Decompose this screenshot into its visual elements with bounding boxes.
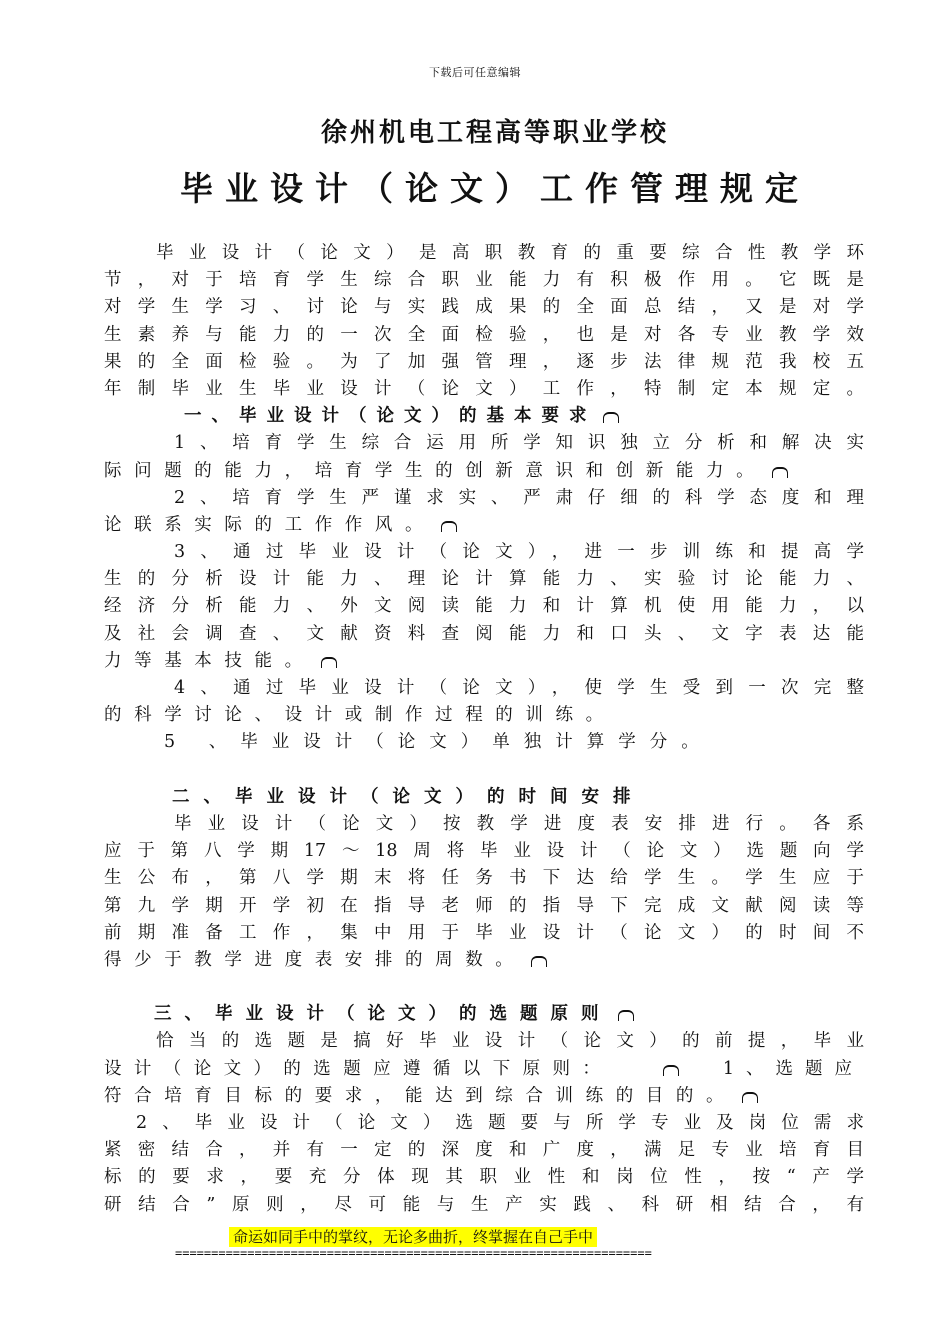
paragraph-mark-icon [742,1092,758,1103]
paragraph-mark-icon [603,412,619,423]
list-item-text: 力等基本技能。 [104,650,315,671]
paragraph-mark-icon [618,1010,634,1021]
paragraph-line: 应于第八学期17～18周将毕业设计（论文）选题向学 [104,841,864,862]
list-item-line: 5 、毕业设计（论文）单独计算学分。 [164,732,713,753]
paragraph-line [104,1056,864,1083]
paragraph-line: 2、毕业设计（论文）选题要与所学专业及岗位需求 [136,1113,864,1133]
paragraph-line: 研结合”原则，尽可能与生产实践、科研相结合，有 [104,1194,864,1215]
list-item-line: 经济分析能力、外文阅读能力和计算机使用能力，以 [104,596,864,617]
paragraph-line [104,947,864,974]
list-item-line [104,458,864,485]
section-heading [104,1001,864,1028]
spacer [104,757,864,784]
list-item-text: 际问题的能力，培育学生的创新意识和创新能力。 [104,460,767,481]
footer-divider: ================================================================== [175,1246,652,1260]
paragraph-mark-icon [772,467,788,478]
list-item-line: 2、培育学生严谨求实、严肃仔细的科学态度和理 [174,487,864,508]
paragraph-line: 生公布，第八学期末将任务书下达给学生。学生应于 [104,868,864,889]
list-item-line: 1、培育学生综合运用所学知识独立分析和解决实 [174,433,864,454]
list-item-line: 3、通过毕业设计（论文），进一步训练和提高学 [174,542,864,563]
paragraph-text: 1、选题应 [722,1058,864,1079]
intro-line: 年制毕业生毕业设计（论文）工作，特制定本规定。 [104,378,864,399]
document-body [104,240,864,1219]
list-item-line: 的科学讨论、设计或制作过程的训练。 [104,705,616,726]
list-item-line [104,512,864,539]
document-title: 毕业设计（论文）工作管理规定 [180,169,810,208]
intro-line: 生素养与能力的一次全面检验，也是对各专业教学效 [104,324,864,345]
intro-line: 果的全面检验。为了加强管理，逐步法律规范我校五 [104,351,864,372]
section2-heading: 二、毕业设计（论文）的时间安排 [172,786,645,807]
list-item-line [104,648,864,675]
paragraph-line: 紧密结合，并有一定的深度和广度，满足专业培育目 [104,1140,864,1161]
section-heading [104,403,864,430]
intro-line: 对学生学习、讨论与实践成果的全面总结，又是对学 [104,297,864,318]
header-note: 下载后可任意编辑 [429,66,521,79]
list-item-line: 生的分析设计能力、理论计算能力、实验讨论能力、 [104,569,864,590]
list-item-line: 及社会调查、文献资料查阅能力和口头、文字表达能 [104,623,864,644]
paragraph-mark-icon [441,521,457,532]
intro-line: 节，对于培育学生综合职业能力有积极作用。它既是 [104,270,864,291]
paragraph-line: 前期准备工作，集中用于毕业设计（论文）的时间不 [104,922,864,943]
list-item-text: 论联系实际的工作作风。 [104,514,436,535]
paragraph-line: 标的要求，要充分体现其职业性和岗位性，按“产学 [104,1167,864,1188]
paragraph-line: 第九学期开学初在指导老师的指导下完成文献阅读等 [104,895,864,916]
paragraph-line: 毕业设计（论文）按教学进度表安排进行。各系 [174,813,864,834]
intro-line: 毕业设计（论文）是高职教育的重要综合性教学环 [156,243,864,263]
paragraph-text: 设计（论文）的选题应遵循以下原则： [104,1058,613,1079]
section3-heading: 三、毕业设计（论文）的选题原则 [154,1004,612,1025]
footer-slogan: 命运如同手中的掌纹，无论多曲折，终掌握在自己手中 [229,1227,597,1247]
paragraph-line: 恰当的选题是搞好毕业设计（论文）的前提，毕业 [156,1031,864,1052]
section1-heading: 一、毕业设计（论文）的基本要求 [184,406,597,427]
paragraph-mark-icon [531,956,547,967]
paragraph-text: 符合培育目标的要求，能达到综合训练的目的。 [104,1085,737,1106]
paragraph-line [104,1083,864,1110]
paragraph-mark-icon [663,1065,679,1076]
spacer [104,974,864,1001]
paragraph-mark-icon [321,657,337,668]
school-name-title: 徐州机电工程高等职业学校 [320,118,669,148]
list-item-line: 4、通过毕业设计（论文），使学生受到一次完整 [174,678,864,698]
paragraph-text: 得少于教学进度表安排的周数。 [104,949,526,970]
